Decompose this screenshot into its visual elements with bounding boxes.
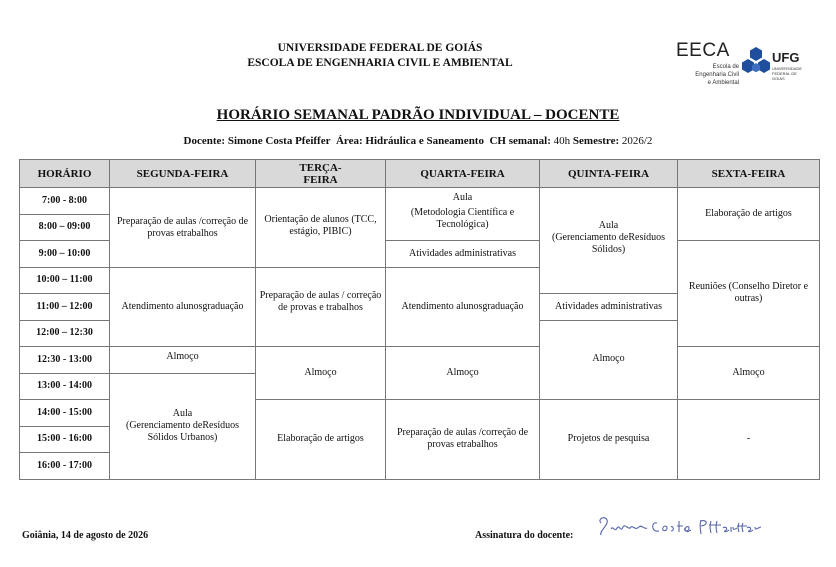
wed-atividades-admin: Atividades administrativas (386, 241, 540, 268)
time-slot: 12:30 - 13:00 (20, 347, 110, 374)
col-quarta: QUARTA-FEIRA (386, 160, 540, 188)
thu-aula-subject: (Gerenciamento deResíduos Sólidos) (551, 232, 666, 255)
schedule-table (19, 159, 820, 480)
time-slot: 14:00 - 15:00 (20, 400, 110, 427)
wed-prep-aulas: Preparação de aulas /correção de provas etrabalhos (386, 400, 540, 480)
ch-value: 40h (553, 135, 571, 147)
mon-almoco: Almoço (110, 347, 256, 374)
eeca-sub-line2: Engenharia Civil (695, 72, 739, 78)
ufg-logo-text: UFG (772, 50, 800, 65)
eeca-logo-subtitle (679, 63, 739, 87)
tue-prep-aulas: Preparação de aulas / correção de provas e trabalhos (256, 267, 386, 347)
ufg-logo-subtitle: UNIVERSIDADE FEDERAL DE GOIÁS (772, 66, 803, 81)
wed-aula-subject: (Metodologia Científica e Tecnológica) (410, 207, 515, 230)
area-label: Área: (335, 135, 363, 147)
col-quinta: QUINTA-FEIRA (540, 160, 678, 188)
col-sexta: SEXTA-FEIRA (678, 160, 820, 188)
eeca-logo-text: EECA (676, 40, 730, 61)
fri-reunioes: Reuniões (Conselho Diretor e outras) (678, 241, 820, 347)
wed-atendimento: Atendimento alunosgraduação (386, 267, 540, 347)
col-terca (256, 160, 386, 188)
tue-orientacao: Orientação de alunos (TCC, estágio, PIBIC) (256, 188, 386, 268)
thu-almoco: Almoço (540, 320, 678, 400)
docente-name: Simone Costa Pfeiffer (227, 135, 331, 147)
mon-prep-aulas: Preparação de aulas /correção de provas etrabalhos (110, 188, 256, 268)
mon-aula-title: Aula (172, 407, 193, 419)
fri-empty: - (678, 400, 820, 480)
signature-label-text: Assinatura do docente (475, 530, 571, 541)
table-row (20, 188, 820, 215)
eeca-ufg-logo (676, 40, 803, 90)
tue-almoco: Almoço (256, 347, 386, 400)
area-value: Hidráulica e Saneamento (365, 135, 484, 147)
mon-aula-subject: (Gerenciamento deResíduos Sólidos Urbanos) (125, 419, 240, 443)
time-slot: 8:00 – 09:00 (20, 214, 110, 241)
ch-label: CH semanal: (489, 135, 551, 147)
fri-almoco: Almoço (678, 347, 820, 400)
school-name: ESCOLA DE ENGENHARIA CIVIL E AMBIENTAL (247, 57, 513, 69)
table-row (20, 347, 820, 374)
thu-aula-title: Aula (598, 220, 619, 231)
fri-artigos: Elaboração de artigos (678, 188, 820, 241)
handwritten-signature (595, 511, 775, 541)
col-segunda: SEGUNDA-FEIRA (110, 160, 256, 188)
time-slot: 9:00 – 10:00 (20, 241, 110, 268)
document-title: HORÁRIO SEMANAL PADRÃO INDIVIDUAL – DOCENTE (216, 107, 620, 123)
docente-label: Docente: (183, 135, 226, 147)
wed-almoco: Almoço (386, 347, 540, 400)
mon-atendimento: Atendimento alunosgraduação (110, 267, 256, 347)
time-slot: 10:00 – 11:00 (20, 267, 110, 294)
time-slot: 15:00 - 16:00 (20, 426, 110, 453)
col-terca-line1: TERÇA- (299, 161, 342, 174)
eeca-sub-line1: Escola de (712, 64, 739, 70)
mon-aula-residuos (110, 373, 256, 479)
table-header-row (20, 160, 820, 188)
docente-info (0, 135, 836, 147)
eeca-sub-line3: e Ambiental (707, 80, 739, 86)
time-slot: 12:00 – 12:30 (20, 320, 110, 347)
semestre-label: Semestre: (572, 135, 620, 147)
wed-aula-title: Aula (452, 192, 473, 203)
tue-artigos: Elaboração de artigos (256, 400, 386, 480)
footer-date: Goiânia, 14 de agosto de 2026 (22, 530, 149, 541)
time-slot: 16:00 - 17:00 (20, 453, 110, 480)
thu-aula-residuos (540, 188, 678, 294)
time-slot: 11:00 – 12:00 (20, 294, 110, 321)
col-terca-line2: FEIRA (303, 173, 338, 186)
thu-atividades-admin: Atividades administrativas (540, 294, 678, 321)
ufg-hexagon-icon (740, 46, 772, 78)
time-slot: 13:00 - 14:00 (20, 373, 110, 400)
time-slot: 7:00 - 8:00 (20, 188, 110, 215)
semestre-value: 2026/2 (621, 135, 653, 147)
wed-aula-metodologia (386, 188, 540, 241)
col-horario: HORÁRIO (20, 160, 110, 188)
thu-projetos: Projetos de pesquisa (540, 400, 678, 480)
university-name: UNIVERSIDADE FEDERAL DE GOIÁS (277, 42, 483, 54)
signature-label: Assinatura do docente: (475, 530, 574, 541)
